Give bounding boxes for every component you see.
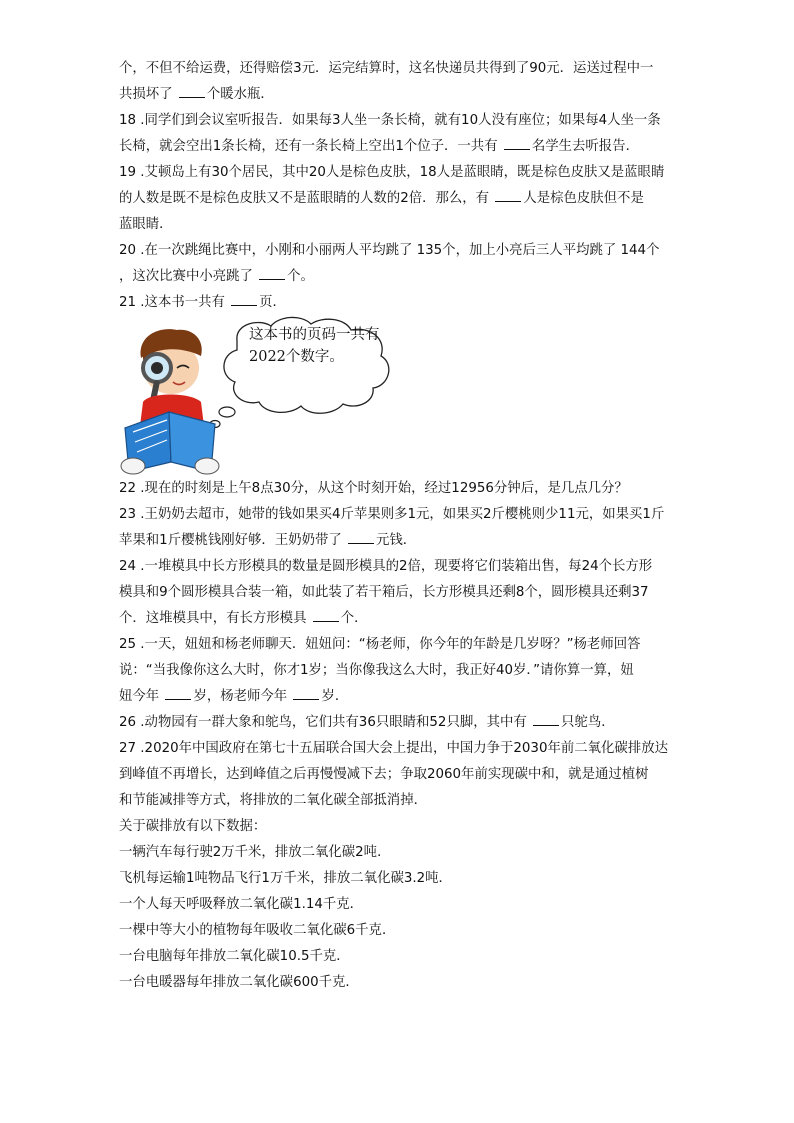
data-item — [119, 840, 681, 866]
data-item — [119, 970, 681, 996]
question-27 — [119, 736, 681, 762]
answer-blank[interactable] — [504, 135, 530, 150]
line-text: 23 .王奶奶去超市，她带的钱如果买4斤苹果则多1元，如果买2斤樱桃则少11元，如果买1斤 — [119, 507, 665, 522]
line-text: 模具和9个圆形模具合装一箱，如此装了若干箱后，长方形模具还剩8个，圆形模具还剩37 — [119, 585, 649, 600]
text-line — [119, 264, 681, 290]
line-text: 18 .同学们到会议室听报告．如果每3人坐一条长椅，就有10人没有座位；如果每4人坐一条 — [119, 113, 661, 128]
line-text: 和节能减排等方式，将排放的二氧化碳全部抵消掉． — [119, 793, 427, 808]
speech-bubble-text: 这本书的页码一共有2022个数字。 — [249, 327, 380, 365]
text-line — [119, 82, 681, 108]
line-text: 人是棕色皮肤但不是 — [523, 191, 644, 206]
question-21 — [119, 290, 681, 316]
line-text: 岁，杨老师今年 — [193, 689, 292, 704]
line-text: 的人数是既不是棕色皮肤又不是蓝眼睛的人数的2倍．那么，有 — [119, 191, 494, 206]
text-line — [119, 814, 681, 840]
answer-blank[interactable] — [313, 607, 339, 622]
line-text: 个，不但不给运费，还得赔偿3元．运完结算时，这名快递员共得到了90元．运送过程中一 — [119, 61, 654, 76]
text-line — [119, 580, 681, 606]
answer-blank[interactable] — [533, 711, 559, 726]
line-text: 20 .在一次跳绳比赛中，小刚和小丽两人平均跳了 135个，加上小亮后三人平均跳了 144个 — [119, 243, 660, 258]
answer-blank[interactable] — [495, 187, 521, 202]
question-18 — [119, 108, 681, 134]
question-25 — [119, 632, 681, 658]
line-text: 26 .动物园有一群大象和鸵鸟，它们共有36只眼睛和52只脚，其中有 — [119, 715, 532, 730]
question-26 — [119, 710, 681, 736]
line-text: ，这次比赛中小亮跳了 — [119, 269, 258, 284]
line-text: 27 .2020年中国政府在第七十五届联合国大会上提出，中国力争于2030年前二氧化碳排放达 — [119, 741, 668, 756]
line-text: 21 .这本书一共有 — [119, 295, 230, 310]
data-item — [119, 892, 681, 918]
data-item — [119, 866, 681, 892]
line-text: 共损坏了 — [119, 87, 177, 102]
question-20 — [119, 238, 681, 264]
line-text: 一辆汽车每行驶2万千米，排放二氧化碳2吨． — [119, 845, 391, 860]
line-text: 关于碳排放有以下数据： — [119, 819, 267, 834]
line-text: 19 .艾顿岛上有30个居民，其中20人是棕色皮肤，18人是蓝眼睛，既是棕色皮肤又是蓝眼睛 — [119, 165, 665, 180]
line-text: 蓝眼睛． — [119, 217, 173, 232]
answer-blank[interactable] — [165, 685, 191, 700]
line-text: 24 .一堆模具中长方形模具的数量是圆形模具的2倍，现要将它们装箱出售，每24个长方形 — [119, 559, 653, 574]
text-line — [119, 762, 681, 788]
line-text: 个． — [340, 611, 368, 626]
boy-shoe-right — [195, 458, 219, 474]
question-22 — [119, 476, 681, 502]
answer-blank[interactable] — [293, 685, 319, 700]
line-text: 飞机每运输1吨物品飞行1万千米，排放二氧化碳3.2吨． — [119, 871, 452, 886]
data-item — [119, 918, 681, 944]
line-text: 25 .一天，妞妞和杨老师聊天．妞妞问：“杨老师，你今年的年龄是几岁呀？”杨老师回答 — [119, 637, 641, 652]
question-19 — [119, 160, 681, 186]
answer-blank[interactable] — [348, 529, 374, 544]
line-text: 苹果和1斤樱桃钱刚好够．王奶奶带了 — [119, 533, 347, 548]
line-text: 个暖水瓶． — [206, 87, 274, 102]
line-text: 到峰值不再增长，达到峰值之后再慢慢减下去；争取2060年前实现碳中和，就是通过植树 — [119, 767, 649, 782]
question-23 — [119, 502, 681, 528]
line-text: 22 .现在的时刻是上午8点30分，从这个时刻开始，经过12956分钟后，是几点几分？ — [119, 481, 628, 496]
line-text: 妞今年 — [119, 689, 164, 704]
line-text: 页． — [259, 295, 286, 310]
document-content — [119, 56, 681, 996]
line-text: 只鸵鸟． — [561, 715, 615, 730]
question-24 — [119, 554, 681, 580]
answer-blank[interactable] — [231, 291, 257, 306]
line-text: 个．这堆模具中，有长方形模具 — [119, 611, 311, 626]
text-line — [119, 606, 681, 632]
line-text: 说：“当我像你这么大时，你才1岁；当你像我这么大时，我正好40岁．”请你算一算，妞 — [119, 663, 634, 678]
boy-shoe-left — [121, 458, 145, 474]
magnified-eye — [151, 362, 163, 374]
text-line — [119, 56, 681, 82]
line-text: 一台电脑每年排放二氧化碳10.5千克． — [119, 949, 350, 964]
line-text: 一个人每天呼吸释放二氧化碳1.14千克． — [119, 897, 364, 912]
text-line — [119, 186, 681, 212]
text-line — [119, 212, 681, 238]
data-item — [119, 944, 681, 970]
line-text: 岁． — [321, 689, 349, 704]
line-text: 个。 — [287, 269, 314, 284]
bubble-dot — [219, 407, 235, 417]
text-line — [119, 528, 681, 554]
text-line — [119, 134, 681, 160]
answer-blank[interactable] — [259, 265, 285, 280]
line-text: 一棵中等大小的植物每年吸收二氧化碳6千克． — [119, 923, 396, 938]
text-line — [119, 788, 681, 814]
text-line — [119, 684, 681, 710]
text-line — [119, 658, 681, 684]
line-text: 长椅，就会空出1条长椅，还有一条长椅上空出1个位子．一共有 — [119, 139, 502, 154]
line-text: 元钱． — [376, 533, 417, 548]
boy-reading-illustration — [119, 316, 681, 476]
answer-blank[interactable] — [179, 83, 205, 98]
line-text: 名学生去听报告． — [531, 139, 639, 154]
line-text: 一台电暖器每年排放二氧化碳600千克． — [119, 975, 359, 990]
